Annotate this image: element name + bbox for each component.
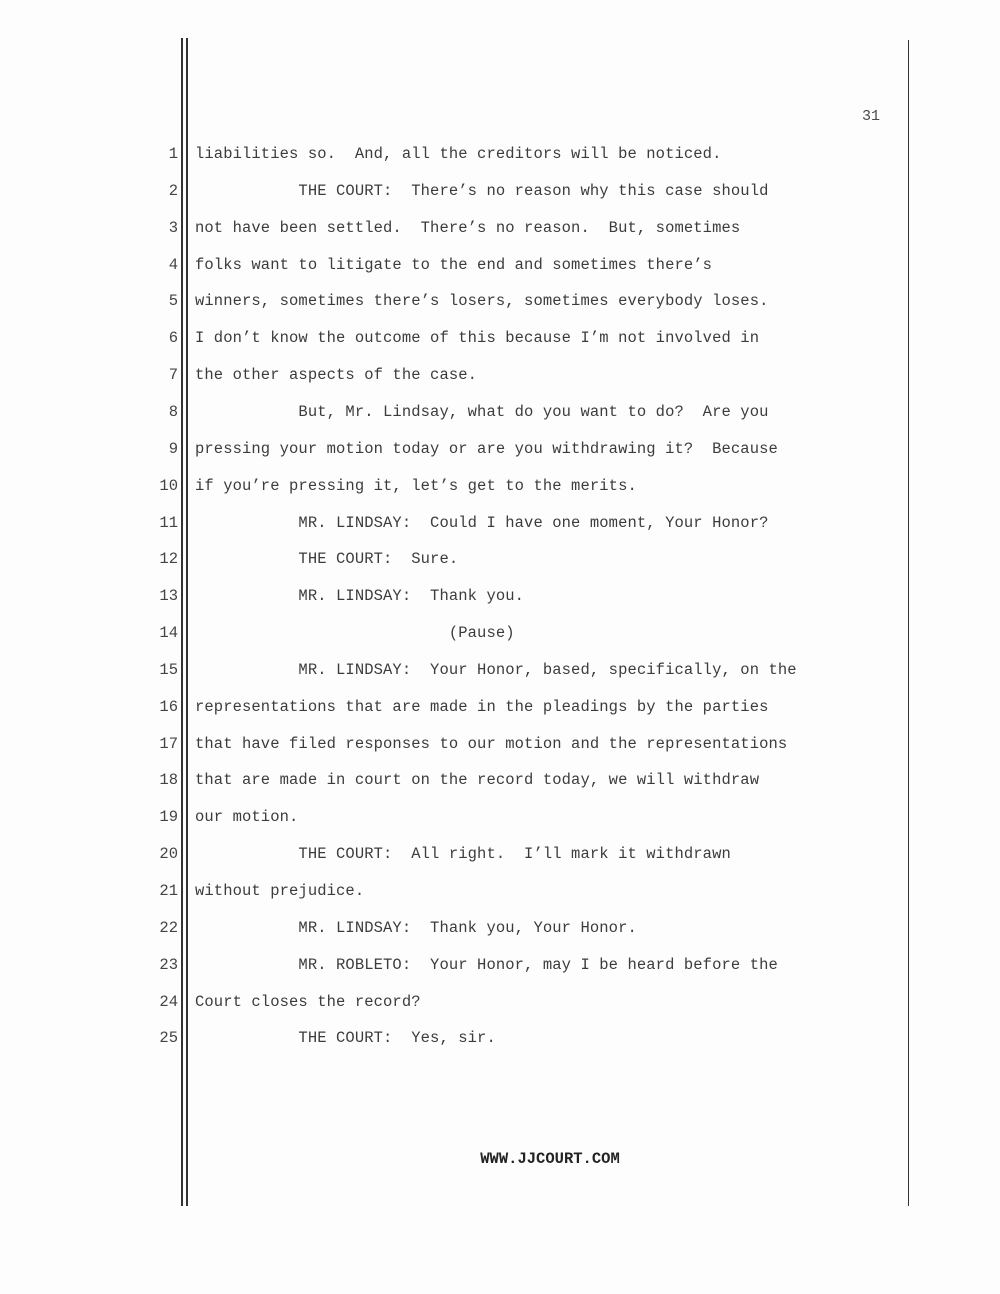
transcript-line: [0, 735, 900, 759]
line-number: 13: [159, 587, 178, 606]
line-text: But, Mr. Lindsay, what do you want to do? Are you: [195, 402, 769, 421]
line-number: 12: [159, 550, 178, 569]
line-number: 4: [168, 255, 178, 274]
line-text: the other aspects of the case.: [195, 366, 478, 385]
line-text: MR. LINDSAY: Your Honor, based, specifically, on the: [195, 660, 797, 679]
line-number: 5: [168, 292, 178, 311]
line-text: our motion.: [195, 808, 299, 827]
footer-website: WWW.JJCOURT.COM: [480, 1150, 620, 1168]
line-number: 14: [159, 624, 178, 643]
line-number: 3: [168, 218, 178, 237]
line-number: 9: [168, 439, 178, 458]
line-number: 6: [168, 329, 178, 348]
transcript-line: [0, 808, 900, 832]
line-text: MR. LINDSAY: Could I have one moment, Your Honor?: [195, 513, 769, 532]
line-number: 18: [159, 771, 178, 790]
line-number: 19: [159, 808, 178, 827]
transcript-line: [0, 1029, 900, 1053]
line-text: MR. LINDSAY: Thank you.: [195, 587, 525, 606]
line-number: 11: [159, 513, 178, 532]
transcript-line: [0, 624, 900, 648]
transcript-line: [0, 440, 900, 464]
line-text: I don’t know the outcome of this because I’m not involved in: [195, 329, 760, 348]
line-number: 24: [159, 992, 178, 1011]
line-text: that are made in court on the record today, we will withdraw: [195, 771, 760, 790]
line-text: representations that are made in the pleadings by the parties: [195, 697, 769, 716]
line-number: 20: [159, 845, 178, 864]
line-text: THE COURT: All right. I’ll mark it withdrawn: [195, 845, 731, 864]
transcript-line: [0, 845, 900, 869]
transcript-line: [0, 477, 900, 501]
transcript-line: [0, 182, 900, 206]
transcript-line: [0, 956, 900, 980]
line-number: 10: [159, 476, 178, 495]
line-text: folks want to litigate to the end and sometimes there’s: [195, 255, 713, 274]
transcript-line: [0, 882, 900, 906]
transcript-line: [0, 329, 900, 353]
transcript-line: [0, 403, 900, 427]
transcript-line: [0, 145, 900, 169]
right-margin-rule: [908, 40, 909, 1206]
line-text: (Pause): [195, 624, 515, 643]
transcript-line: [0, 661, 900, 685]
line-number: 17: [159, 734, 178, 753]
line-number: 15: [159, 660, 178, 679]
line-text: Court closes the record?: [195, 992, 421, 1011]
line-number: 23: [159, 955, 178, 974]
transcript-line: [0, 292, 900, 316]
transcript-line: [0, 698, 900, 722]
line-text: MR. ROBLETO: Your Honor, may I be heard before the: [195, 955, 778, 974]
transcript-line: [0, 993, 900, 1017]
line-text: winners, sometimes there’s losers, sometimes everybody loses.: [195, 292, 769, 311]
page-number: 31: [861, 108, 880, 125]
line-number: 7: [168, 366, 178, 385]
line-text: if you’re pressing it, let’s get to the merits.: [195, 476, 637, 495]
line-text: THE COURT: There’s no reason why this case should: [195, 181, 769, 200]
line-text: THE COURT: Sure.: [195, 550, 459, 569]
line-number: 2: [168, 181, 178, 200]
transcript-line: [0, 514, 900, 538]
line-text: THE COURT: Yes, sir.: [195, 1029, 496, 1048]
line-text: pressing your motion today or are you withdrawing it? Because: [195, 439, 778, 458]
transcript-line: [0, 587, 900, 611]
line-number: 1: [168, 145, 178, 163]
transcript-line: [0, 219, 900, 243]
line-number: 8: [168, 402, 178, 421]
line-number: 21: [159, 882, 178, 900]
transcript-line: [0, 771, 900, 795]
line-number: 25: [159, 1029, 178, 1048]
line-text: without prejudice.: [195, 882, 365, 900]
line-text: liabilities so. And, all the creditors will be noticed.: [195, 145, 722, 163]
line-text: that have filed responses to our motion and the representations: [195, 734, 788, 753]
transcript-line: [0, 256, 900, 280]
line-number: 16: [159, 697, 178, 716]
line-text: MR. LINDSAY: Thank you, Your Honor.: [195, 918, 637, 937]
line-number: 22: [159, 918, 178, 937]
transcript-line: [0, 550, 900, 574]
line-text: not have been settled. There’s no reason. But, sometimes: [195, 218, 741, 237]
transcript-line: [0, 919, 900, 943]
transcript-line: [0, 366, 900, 390]
